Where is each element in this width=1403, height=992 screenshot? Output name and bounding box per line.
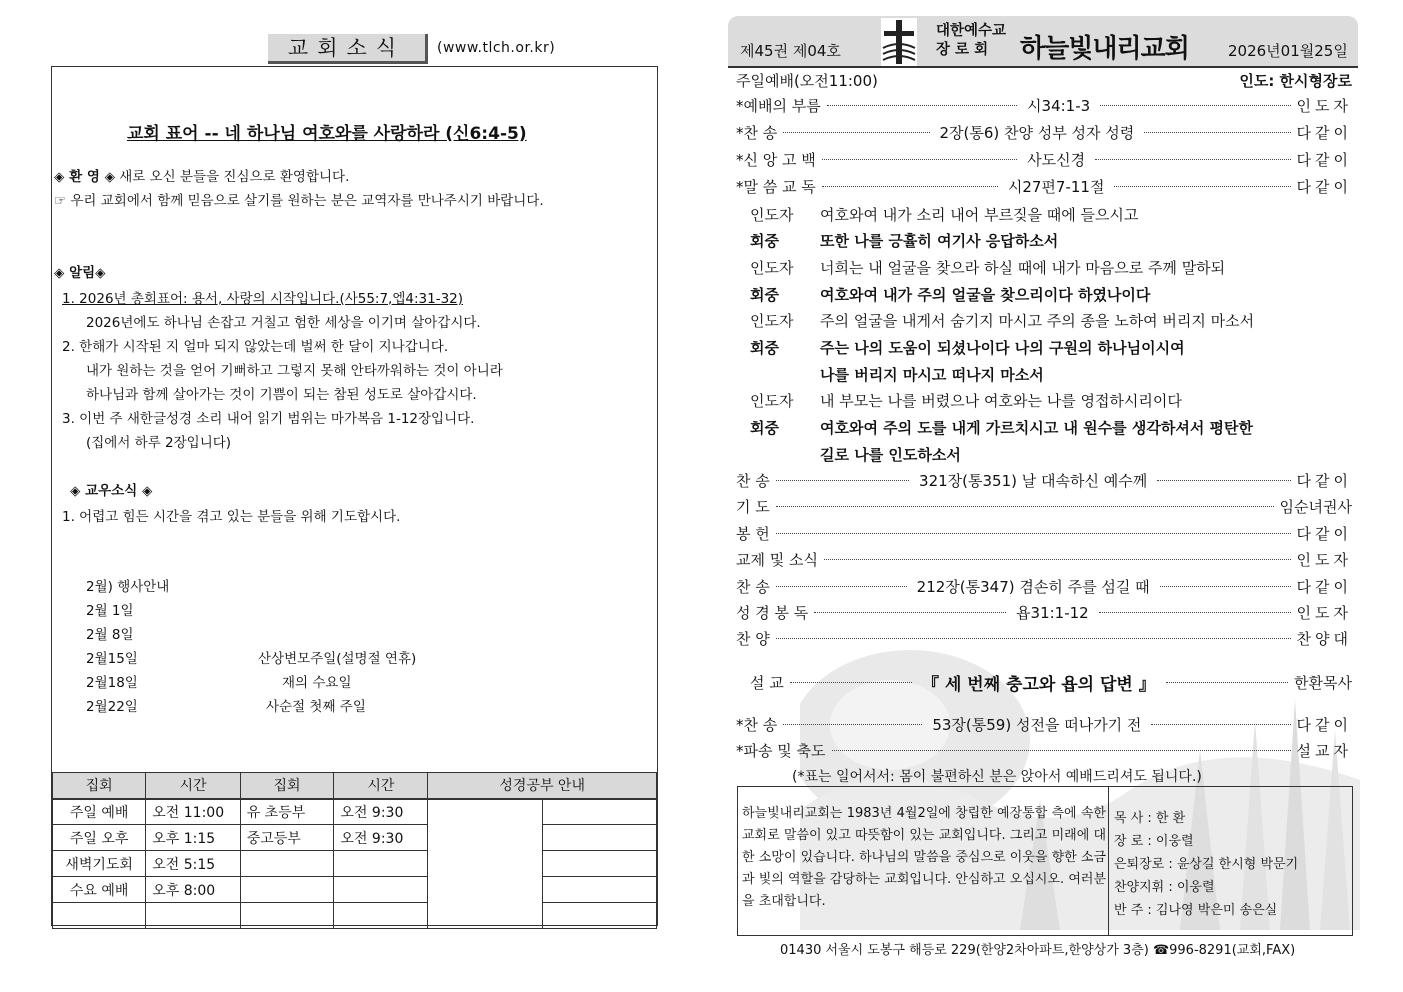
event-desc: 사순절 첫째 주일: [266, 699, 366, 715]
order-item-leader: 임순녀권사: [1279, 497, 1352, 516]
order-item-name: *찬 송: [736, 123, 778, 142]
notice-line: (집에서 하루 2장입니다): [86, 435, 232, 451]
table-row: [53, 799, 657, 825]
order-item: [736, 547, 1352, 571]
table-cell: 수요 예배: [53, 877, 146, 903]
sermon-row: [736, 670, 1352, 694]
order-item-name: 찬 송: [736, 471, 770, 490]
table-cell: 오후 8:00: [146, 877, 240, 903]
notice-line: 1. 2026년 총회표어: 용서, 사랑의 시작입니다.(사55:7,엡4:31-32): [62, 291, 464, 307]
table-header-row: [53, 773, 657, 799]
responsive-reading-line: [750, 390, 1182, 411]
reading-text: 또한 나를 긍휼히 여기사 응답하소서: [820, 232, 1059, 250]
table-cell: [334, 877, 428, 903]
order-item-name: *신 앙 고 백: [736, 150, 816, 169]
table-cell: [53, 903, 146, 929]
reader-role: 회중: [750, 286, 779, 304]
news-header: 교회소식: [268, 34, 428, 64]
reading-text: 길로 나를 인도하소서: [820, 446, 961, 464]
event-date: 2월 8일: [86, 627, 134, 643]
member-news-title: ◈ 교우소식 ◈: [70, 483, 153, 499]
order-item: [736, 521, 1352, 545]
event-date: 2월15일: [86, 651, 138, 667]
table-cell: [334, 903, 428, 929]
order-item-leader: 인도자: [1296, 550, 1352, 569]
reader-role: 회중: [750, 419, 779, 437]
order-item-detail: 2장(통6) 찬양 성부 성자 성령: [939, 123, 1135, 142]
service-leader: 인도: 한시형장로: [1239, 71, 1352, 90]
responsive-reading-line: [750, 204, 1138, 225]
staff-line: 장 로 : 이웅렬: [1114, 834, 1194, 849]
table-header: 집회: [240, 773, 334, 799]
table-cell: [542, 851, 656, 877]
order-item-leader: 다같이: [1296, 577, 1352, 596]
order-item: [736, 574, 1352, 598]
service-title: 주일예배(오전11:00): [736, 71, 878, 90]
order-item: [736, 93, 1352, 117]
table-cell: 중고등부: [240, 825, 334, 851]
order-item-leader: 인도자: [1296, 603, 1352, 622]
church-motto: 교회 표어 -- 네 하나님 여호와를 사랑하라 (신6:4-5): [127, 124, 527, 144]
table-cell: [542, 877, 656, 903]
reader-role: 인도자: [750, 206, 794, 224]
order-item-detail: 사도신경: [1027, 150, 1086, 169]
welcome-section: [54, 165, 349, 185]
bulletin-date: 2026년01월25일: [1228, 42, 1348, 60]
staff-line: 반 주 : 김나영 박은미 송은실: [1114, 903, 1278, 918]
table-header: 집회: [53, 773, 146, 799]
order-item-name: 찬 양: [736, 629, 770, 648]
volume-number: 제45권 제04호: [740, 42, 841, 60]
order-item: [736, 738, 1352, 762]
responsive-reading-line: [750, 284, 1150, 305]
event-date: 2월22일: [86, 699, 138, 715]
church-name: 하늘빛내리교회: [1020, 34, 1189, 64]
table-cell: 주일 예배: [53, 799, 146, 825]
table-cell: [240, 877, 334, 903]
staff-list: [1114, 807, 1298, 922]
table-cell: [542, 825, 656, 851]
order-item-leader: 다같이: [1296, 177, 1353, 196]
table-header: 성경공부 안내: [428, 773, 657, 799]
order-item-name: 성 경 봉 독: [736, 603, 809, 622]
order-item-detail: 시27편7-11절: [1007, 177, 1105, 196]
reading-text: 너희는 내 얼굴을 찾으라 하실 때에 내가 마음으로 주께 말하되: [820, 259, 1226, 277]
responsive-reading-line: [750, 310, 1254, 331]
order-item-detail: 욥31:1-12: [1016, 603, 1089, 622]
order-item-leader: 다같이: [1296, 123, 1352, 142]
notice-line: 2026년에도 하나님 손잡고 거칠고 험한 세상을 이기며 살아갑시다.: [86, 315, 481, 331]
table-row: [53, 903, 657, 929]
news-panel: [51, 66, 658, 926]
reading-text: 여호와여 내가 주의 얼굴을 찾으리이다 하였나이다: [820, 286, 1151, 304]
table-cell: [428, 799, 542, 929]
reading-text: 여호와여 주의 도를 내게 가르치시고 내 원수를 생각하셔서 평탄한: [820, 419, 1254, 437]
table-cell: [542, 903, 656, 929]
bulletin-header: [728, 16, 1358, 68]
order-item-detail: 321장(통351) 날 대속하신 예수께: [919, 471, 1148, 490]
responsive-reading-line: [750, 257, 1225, 278]
events-title: 2월) 행사안내: [86, 579, 170, 595]
table-header: 시간: [334, 773, 428, 799]
denomination-bottom: 장 로 회: [936, 42, 989, 58]
responsive-reading-line: [750, 337, 1185, 358]
standing-note: (*표는 일어서서: 몸이 불편하신 분은 앉아서 예배드리셔도 됩니다.): [792, 769, 1202, 785]
responsive-reading-line: [750, 417, 1253, 438]
order-item-name: 기 도: [736, 497, 770, 516]
notice-line: 3. 이번 주 새한글성경 소리 내어 읽기 범위는 마가복음 1-12장입니다.: [62, 411, 475, 427]
event-date: 2월 1일: [86, 603, 134, 619]
reading-text: 주는 나의 도움이 되셨나이다 나의 구원의 하나님이시여: [820, 339, 1185, 357]
church-intro: 하늘빛내리교회는 1983년 4월2일에 창립한 예장통합 측에 속한 교회로 말씀이 있고 따뜻함이 있는 교회입니다. 그리고 미래에 대한 소망이 있습니다. 하나님의 말씀을 중심으로 이웃을 향한 소금과 빛의 역할을 감당하는 교회입니다. 안심하고 오십시오. 여러분을 초대합니다.: [742, 806, 1106, 909]
divider: [1108, 787, 1109, 936]
order-item-name: *예배의 부름: [736, 96, 821, 115]
event-desc: 재의 수요일: [282, 675, 352, 691]
reading-text: 여호와여 내가 소리 내어 부르짖을 때에 들으시고: [820, 206, 1139, 224]
sermon-title: 『 세 번째 충고와 욥의 답변 』: [922, 674, 1156, 695]
order-item: [736, 147, 1352, 171]
order-item: [736, 468, 1352, 492]
table-cell: 주일 오후: [53, 825, 146, 851]
responsive-reading-line: [750, 444, 961, 465]
event-desc: 산상변모주일(설명절 연휴): [258, 651, 417, 667]
order-item-detail: 212장(통347) 겸손히 주를 섬길 때: [916, 577, 1150, 596]
order-item: [736, 626, 1352, 650]
order-item-name: 봉 헌: [736, 524, 770, 543]
table-cell: 새벽기도회: [53, 851, 146, 877]
notice-line: 하나님과 함께 살아가는 것이 기쁨이 되는 참된 성도로 살아갑시다.: [86, 387, 477, 403]
reader-role: 회중: [750, 232, 779, 250]
table-header: 시간: [146, 773, 240, 799]
reader-role: 인도자: [750, 312, 794, 330]
notice-line: 2. 한해가 시작된 지 얼마 되지 않았는데 벌써 한 달이 지나갑니다.: [62, 339, 449, 355]
reader-role: 인도자: [750, 392, 794, 410]
event-date: 2월18일: [86, 675, 138, 691]
table-cell: [542, 799, 656, 825]
staff-line: 은퇴장로 : 윤상길 한시형 박문기: [1114, 857, 1299, 872]
order-item: [736, 600, 1352, 624]
order-item-name: *파송 및 축도: [736, 741, 826, 760]
order-item: [736, 120, 1352, 144]
preacher: 한환목사: [1294, 673, 1353, 692]
order-item-name: 교제 및 소식: [736, 550, 818, 569]
order-item-leader: 인도자: [1296, 96, 1352, 115]
staff-line: 찬양지휘 : 이웅렬: [1114, 880, 1215, 895]
table-cell: [240, 851, 334, 877]
table-cell: 오전 9:30: [334, 799, 428, 825]
order-item-name: *찬 송: [736, 715, 778, 734]
table-row: [53, 877, 657, 903]
notice-line: 내가 원하는 것을 얻어 기뻐하고 그렇지 못해 안타까워하는 것이 아니라: [86, 363, 503, 379]
welcome-title: ◈ 환 영 ◈: [54, 169, 115, 185]
reading-text: 주의 얼굴을 내게서 숨기지 마시고 주의 종을 노하여 버리지 마소서: [820, 312, 1255, 330]
order-item-name: *말 씀 교 독: [736, 177, 816, 196]
denomination-top: 대한예수교: [936, 23, 1007, 39]
responsive-reading-line: [750, 230, 1058, 251]
order-item-leader: 설교자: [1296, 741, 1352, 760]
table-row: [53, 825, 657, 851]
order-item-leader: 다같이: [1296, 524, 1352, 543]
order-item-detail: 시34:1-3: [1027, 96, 1091, 115]
responsive-reading-line: [750, 364, 1044, 385]
order-item: [736, 494, 1352, 518]
table-cell: [240, 903, 334, 929]
table-cell: 오전 11:00: [146, 799, 240, 825]
table-cell: 유 초등부: [240, 799, 334, 825]
church-url: (www.tlch.or.kr): [437, 40, 556, 56]
table-cell: 오전 5:15: [146, 851, 240, 877]
order-item-leader: 찬양대: [1296, 629, 1352, 648]
order-item-leader: 다같이: [1296, 715, 1353, 734]
church-info-box: [737, 786, 1353, 936]
order-item-name: 설 교: [750, 673, 784, 692]
table-cell: 오전 9:30: [334, 825, 428, 851]
staff-line: 목 사 : 한 환: [1114, 811, 1186, 826]
reader-role: 인도자: [750, 259, 794, 277]
order-item-leader: 다같이: [1296, 471, 1352, 490]
welcome-text: 새로 오신 분들을 진심으로 환영합니다.: [119, 169, 350, 185]
table-cell: 오후 1:15: [146, 825, 240, 851]
notice-title: ◈ 알림◈: [54, 265, 106, 281]
table-cell: [334, 851, 428, 877]
order-item-leader: 다같이: [1296, 150, 1352, 169]
welcome-note: ☞ 우리 교회에서 함께 믿음으로 살기를 원하는 분은 교역자를 만나주시기 바랍니다.: [54, 193, 544, 209]
service-title-row: [736, 68, 1352, 92]
denomination: [936, 22, 1006, 60]
order-item-name: 찬 송: [736, 577, 770, 596]
cross-logo-icon: [881, 18, 917, 66]
order-item-detail: 53장(통59) 성전을 떠나가기 전: [932, 715, 1142, 734]
reader-role: 회중: [750, 339, 779, 357]
table-row: [53, 851, 657, 877]
reading-text: 내 부모는 나를 버렸으나 여호와는 나를 영접하시리이다: [820, 392, 1182, 410]
order-item: [736, 174, 1352, 198]
table-cell: [146, 903, 240, 929]
reading-text: 나를 버리지 마시고 떠나지 마소서: [820, 366, 1044, 384]
order-item: [736, 712, 1352, 736]
church-address: 01430 서울시 도봉구 해등로 229(한양2차아파트,한양상가 3층) ☎996-8291(교회,FAX): [780, 943, 1296, 958]
schedule-table: [52, 772, 657, 929]
member-news: 1. 어렵고 힘든 시간을 겪고 있는 분들을 위해 기도합시다.: [62, 509, 401, 525]
